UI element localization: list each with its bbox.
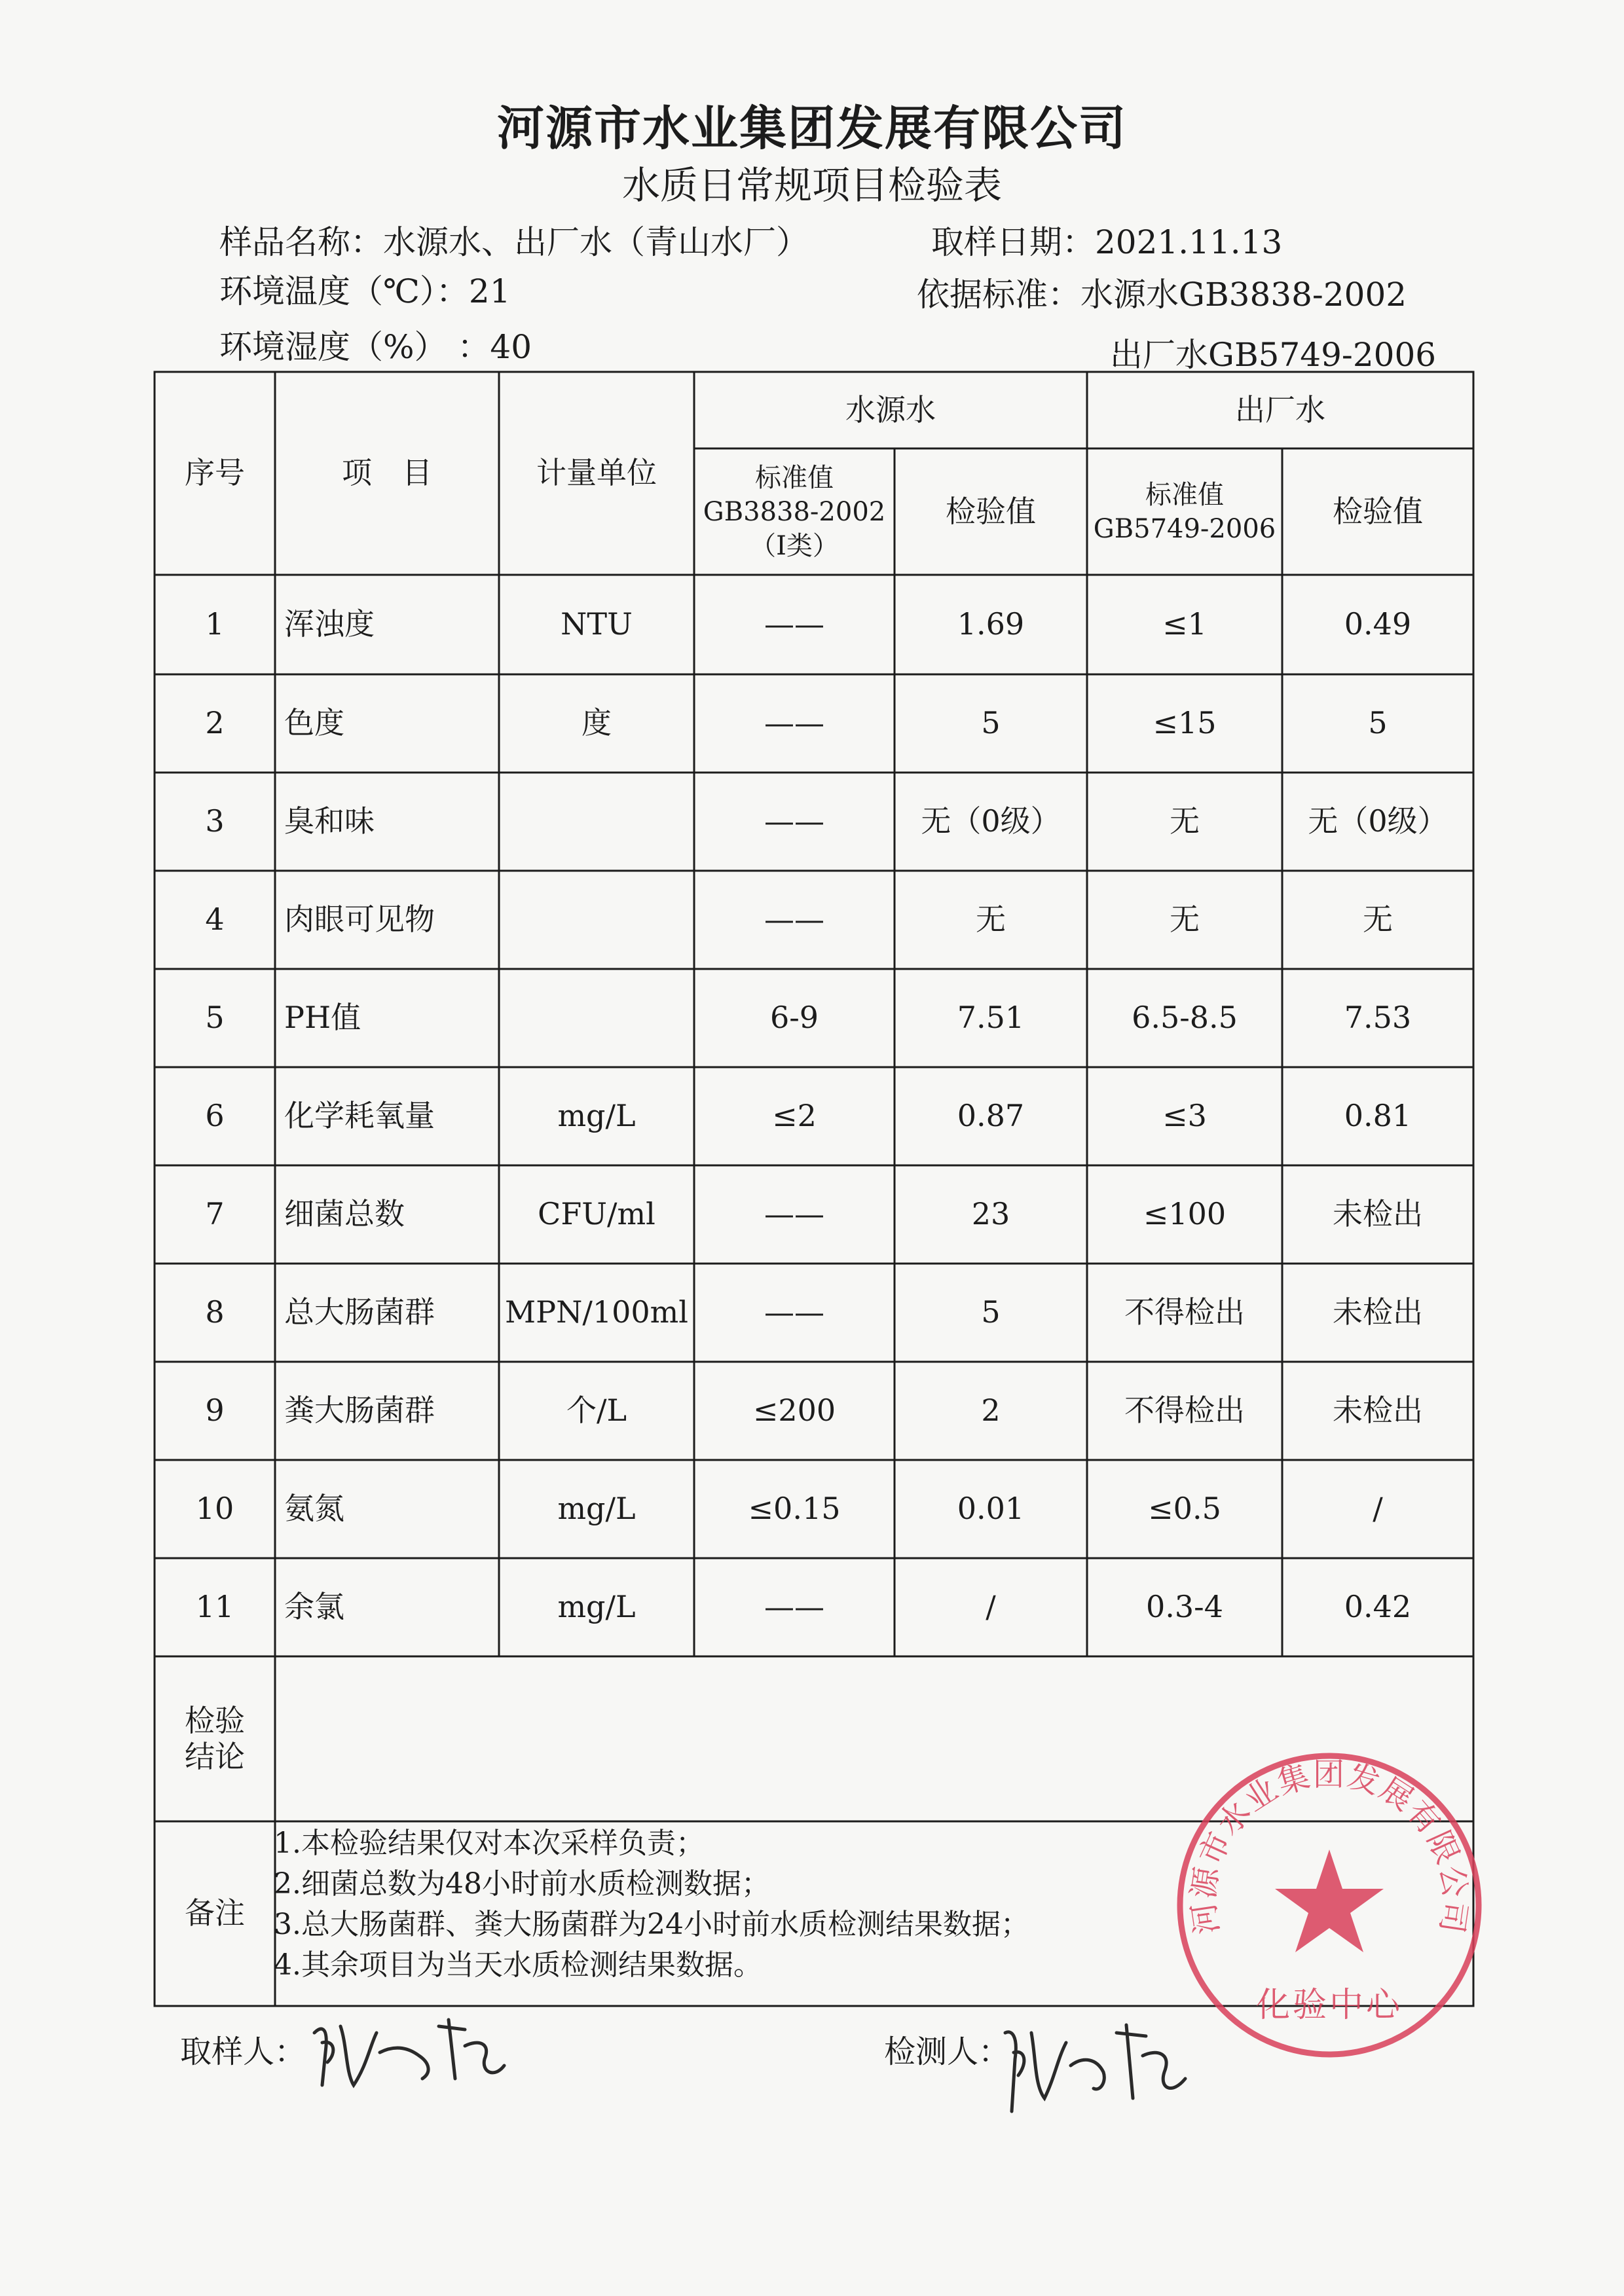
sample-name: 样品名称：水源水、出厂水（青山水厂） (219, 223, 809, 261)
remark-item: 4.其余项目为当天水质检测结果数据。 (274, 1948, 762, 1982)
header-factory-standard (1087, 448, 1282, 575)
conclusion-label-line2: 结论 (185, 1739, 245, 1774)
table-cell-unit (499, 773, 694, 871)
table-cell-unit: 个/L (566, 1393, 627, 1429)
table-cell-src-val: 无 (976, 902, 1006, 938)
header-factory-water: 出厂水 (1235, 392, 1325, 428)
table-cell-src-std: —— (764, 803, 824, 839)
table-cell-fac-val: 未检出 (1333, 1294, 1423, 1330)
table-cell-fac-std: 6.5-8.5 (1132, 1000, 1238, 1036)
table-cell-seq: 11 (195, 1589, 234, 1625)
table-cell-fac-val: 无 (1363, 902, 1393, 938)
tester-label: 检测人： (884, 2033, 1010, 2070)
table-cell-seq: 4 (205, 902, 225, 938)
seal-ring-text: 河源市水业集团发展有限公司 (1185, 1756, 1474, 1937)
table-cell-seq: 10 (195, 1491, 234, 1527)
remark-item: 1.本检验结果仅对本次采样负责； (274, 1827, 705, 1860)
table-cell-item: PH值 (284, 1000, 361, 1036)
table-cell-src-val: 0.01 (957, 1491, 1025, 1527)
header-factory-standard-line1: 标准值 (1145, 479, 1224, 510)
table-cell-fac-val: 7.53 (1344, 1000, 1412, 1036)
table-cell-item: 余氯 (284, 1589, 344, 1625)
table-cell-src-std: —— (764, 606, 824, 642)
table-cell-item: 总大肠菌群 (284, 1294, 435, 1330)
table-cell-src-std: —— (764, 705, 824, 741)
table-cell-src-std: 6-9 (769, 1000, 819, 1036)
conclusion-label (155, 1656, 275, 1821)
table-cell-fac-std: ≤100 (1143, 1196, 1227, 1232)
table-cell-item: 化学耗氧量 (284, 1098, 435, 1134)
table-cell-fac-std: 不得检出 (1124, 1294, 1245, 1330)
table-cell-unit: MPN/100ml (505, 1294, 688, 1330)
seal-star-icon (1275, 1850, 1384, 1952)
table-cell-fac-val: 未检出 (1333, 1393, 1423, 1429)
table-cell-src-val: 5 (981, 705, 1001, 741)
table-cell-src-val: 5 (981, 1294, 1001, 1330)
table-cell-src-val: 0.87 (957, 1098, 1025, 1134)
humidity: 环境湿度（%） ：40 (219, 328, 532, 366)
remark-item: 3.总大肠菌群、粪大肠菌群为24小时前水质检测结果数据； (274, 1908, 1029, 1941)
table-cell-unit: NTU (561, 606, 633, 642)
sampler-signature (308, 2007, 517, 2105)
company-seal (1166, 1741, 1493, 2069)
table-cell-unit: mg/L (557, 1098, 636, 1134)
table-cell-fac-std: 0.3-4 (1146, 1589, 1223, 1625)
table-cell-fac-std: 无 (1170, 803, 1200, 839)
table-cell-unit: mg/L (557, 1491, 636, 1527)
header-seq: 序号 (185, 455, 245, 491)
table-cell-src-std: —— (764, 1589, 824, 1625)
table-cell-src-val: 23 (971, 1196, 1010, 1232)
standard-label: 依据标准：水源水GB3838-2002 (917, 276, 1407, 314)
company-title: 河源市水业集团发展有限公司 (496, 101, 1127, 156)
table-cell-item: 浑浊度 (284, 606, 375, 642)
table-cell-item: 粪大肠菌群 (284, 1393, 435, 1429)
table-cell-fac-std: ≤15 (1153, 705, 1217, 741)
table-cell-fac-std: ≤1 (1162, 606, 1207, 642)
table-cell-fac-val: 5 (1368, 705, 1388, 741)
remark-item: 2.细菌总数为48小时前水质检测数据； (274, 1867, 770, 1901)
table-cell-unit (499, 969, 694, 1067)
table-cell-src-val: 无（0级） (921, 803, 1061, 839)
table-cell-item: 色度 (284, 705, 344, 741)
tester-signature (995, 2013, 1192, 2124)
header-item: 项 目 (342, 455, 432, 491)
table-cell-seq: 9 (205, 1393, 225, 1429)
table-cell-fac-val: 0.42 (1344, 1589, 1412, 1625)
temperature: 环境温度（℃）：21 (219, 272, 511, 310)
table-cell-item: 氨氮 (284, 1491, 344, 1527)
table-cell-fac-std: ≤3 (1162, 1098, 1207, 1134)
table-cell-src-std: —— (764, 902, 824, 938)
standard-factory: 出厂水GB5749-2006 (1110, 336, 1437, 374)
table-cell-unit: CFU/ml (538, 1196, 655, 1232)
table-cell-seq: 8 (205, 1294, 225, 1330)
table-cell-src-std: ≤200 (752, 1393, 836, 1429)
table-cell-fac-std: 无 (1170, 902, 1200, 938)
sampler-label: 取样人： (180, 2033, 306, 2070)
table-cell-src-val: 1.69 (957, 606, 1025, 642)
table-cell-src-std: ≤2 (772, 1098, 817, 1134)
table-cell-unit: mg/L (557, 1589, 636, 1625)
table-cell-fac-val: 未检出 (1333, 1196, 1423, 1232)
table-cell-src-std: ≤0.15 (748, 1491, 841, 1527)
table-cell-seq: 3 (205, 803, 225, 839)
table-cell-fac-val: 0.49 (1344, 606, 1412, 642)
remarks-label: 备注 (185, 1895, 245, 1931)
sample-date: 取样日期：2021.11.13 (931, 223, 1283, 261)
header-factory-value: 检验值 (1333, 493, 1423, 529)
table-cell-src-std: —— (764, 1294, 824, 1330)
table-cell-fac-val: / (1373, 1491, 1383, 1527)
header-factory-standard-line2: GB5749-2006 (1093, 513, 1276, 544)
conclusion-label-line1: 检验 (185, 1702, 245, 1738)
header-source-standard (694, 448, 895, 575)
table-cell-seq: 6 (205, 1098, 225, 1134)
form-title: 水质日常规项目检验表 (621, 163, 1002, 208)
table-cell-seq: 5 (205, 1000, 225, 1036)
table-cell-unit (499, 871, 694, 969)
header-source-water: 水源水 (845, 392, 936, 428)
table-cell-item: 肉眼可见物 (284, 902, 435, 938)
table-cell-fac-std: ≤0.5 (1148, 1491, 1221, 1527)
header-source-value: 检验值 (946, 493, 1036, 529)
header-source-standard-line3: （Ⅰ类） (750, 530, 839, 561)
header-source-standard-line2: GB3838-2002 (703, 496, 886, 527)
table-cell-item: 细菌总数 (284, 1196, 405, 1232)
table-cell-src-val: / (986, 1589, 996, 1625)
header-unit: 计量单位 (536, 455, 657, 491)
table-cell-src-val: 2 (981, 1393, 1001, 1429)
header-source-standard-line1: 标准值 (755, 462, 834, 493)
table-cell-src-val: 7.51 (957, 1000, 1025, 1036)
seal-center-text: 化验中心 (1255, 1986, 1403, 2025)
table-cell-seq: 2 (205, 705, 225, 741)
table-cell-item: 臭和味 (284, 803, 375, 839)
table-cell-seq: 1 (205, 606, 225, 642)
table-cell-src-std: —— (764, 1196, 824, 1232)
table-cell-fac-std: 不得检出 (1124, 1393, 1245, 1429)
table-cell-fac-val: 无（0级） (1308, 803, 1448, 839)
table-cell-unit: 度 (581, 705, 612, 741)
table-cell-seq: 7 (205, 1196, 225, 1232)
table-cell-fac-val: 0.81 (1344, 1098, 1412, 1134)
